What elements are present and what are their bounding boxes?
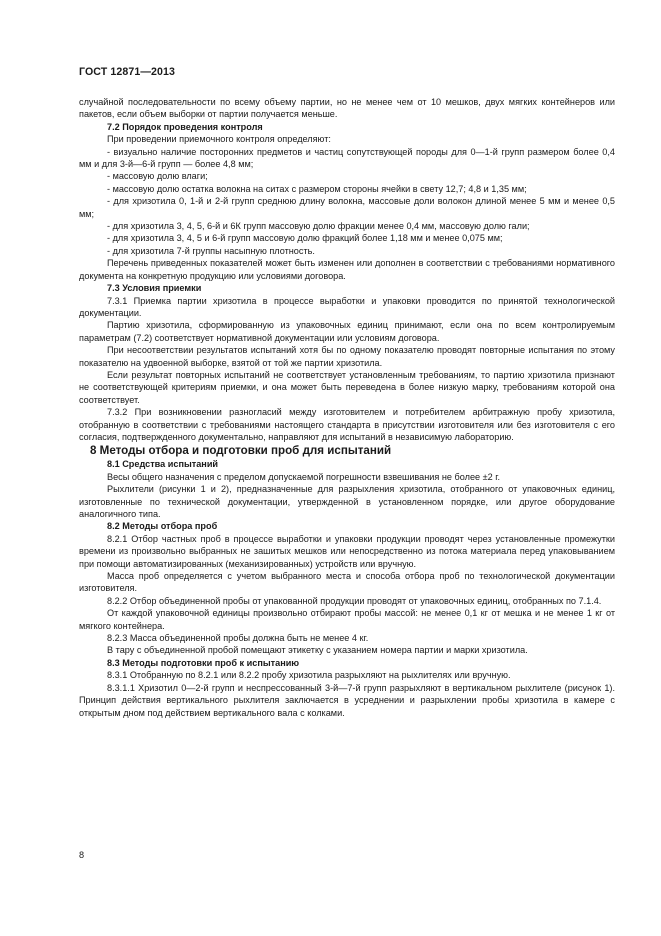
subsection-heading-7-2: 7.2 Порядок проведения контроля [107, 121, 263, 132]
paragraph: 7.3.2 При возникновении разногласий между изготовителем и потребителем арбитражную пробу хризотила, отобранную в соответствии с требованиями настоящего стандарта в присутствии изготовителя или без изготовителя с его согласия, подтвержденного документально, направляют для испытаний в независимую лабораторию. [79, 407, 615, 442]
paragraph: 8.3.1 Отобранную по 8.2.1 или 8.2.2 пробу хризотила разрыхляют на рыхлителях или вручную. [107, 670, 511, 681]
paragraph: Масса проб определяется с учетом выбранного места и способа отбора проб по технологической документации изготовителя. [79, 571, 615, 594]
list-item: - массовую долю влаги; [107, 171, 208, 182]
paragraph: При проведении приемочного контроля определяют: [107, 134, 331, 145]
paragraph: 8.2.1 Отбор частных проб в процессе выработки и упаковки продукции проводят через установленные промежутки времени из произвольно выбранных не зашитых мешков или непосредственно из потока материала перед упаковыванием при помощи автоматизированных (механизированных) устройств или вручную. [79, 533, 615, 569]
paragraph: В тару с объединенной пробой помещают этикетку с указанием номера партии и марки хризотила. [107, 645, 528, 656]
paragraph: 8.2.3 Масса объединенной пробы должна быть не менее 4 кг. [107, 633, 369, 644]
list-item: - массовую долю остатка волокна на ситах с размером стороны ячейки в свету 12,7; 4,8 и 1,35 мм; [107, 183, 527, 194]
paragraph: При несоответствии результатов испытаний хотя бы по одному показателю проводят повторные испытания по этому показателю на удвоенной выборке, взятой от той же партии хризотила. [79, 345, 615, 368]
paragraph: Рыхлители (рисунки 1 и 2), предназначенные для разрыхления хризотила, отобранного от упаковочных единиц, изготовленные по технической документации, утвержденной в установленном порядке, или другое оборудование аналогичного типа. [79, 484, 615, 519]
document-body [79, 96, 615, 719]
list-item: - для хризотила 7-й группы насыпную плотность. [107, 245, 315, 256]
section-heading-8: 8 Методы отбора и подготовки проб для испытаний [90, 444, 392, 458]
paragraph: Перечень приведенных показателей может быть изменен или дополнен в соответствии с требованиями нормативного документа на конкретную продукцию или условиями договора. [79, 258, 615, 281]
list-item: - визуально наличие посторонних предметов и частиц сопутствующей породы для 0—1-й групп размером более 0,4 мм и для 3-й—6-й групп — более 4,8 мм; [79, 146, 615, 170]
subsection-heading-8-2: 8.2 Методы отбора проб [107, 521, 218, 532]
list-item: - для хризотила 3, 4, 5, 6-й и 6К групп массовую долю фракции менее 0,4 мм, массовую долю гали; [107, 221, 530, 232]
paragraph: 8.2.2 Отбор объединенной пробы от упакованной продукции проводят от упаковочных единиц, отобранных по 7.1.4. [107, 595, 602, 606]
page-number: 8 [79, 850, 85, 860]
list-item: - для хризотила 3, 4, 5 и 6-й групп массовую долю фракций более 1,18 мм и менее 0,075 мм; [107, 233, 503, 244]
paragraph: Если результат повторных испытаний не соответствует установленным требованиям, то партию хризотила признают не соответствующей критериям приемки, и она может быть переведена в более низкую марку, требованиям которой она соответствует. [79, 369, 615, 405]
paragraph: 7.3.1 Приемка партии хризотила в процессе выработки и упаковки проводится по принятой технологической документации. [79, 295, 615, 318]
subsection-heading-8-1: 8.1 Средства испытаний [107, 459, 219, 470]
list-item: - для хризотила 0, 1-й и 2-й групп среднюю длину волокна, массовые доли волокон длиной менее 5 мм и менее 0,5 мм; [79, 196, 615, 219]
subsection-heading-7-3: 7.3 Условия приемки [107, 283, 202, 294]
paragraph: случайной последовательности по всему объему партии, но не менее чем от 10 мешков, двух мягких контейнеров или пакетов, если объем выборки от партии получается меньше. [79, 97, 615, 120]
subsection-heading-8-3: 8.3 Методы подготовки проб к испытанию [107, 657, 300, 668]
paragraph: 8.3.1.1 Хризотил 0—2-й групп и неспрессованный 3-й—7-й групп разрыхляют в вертикальном рыхлителе (рисунок 1). Принцип действия вертикального рыхлителя заключается в усреднении и разрыхлении пробы хризотила в камере с открытым дном под действием вертикального вала с колками. [79, 682, 615, 718]
document-header: ГОСТ 12871—2013 [79, 66, 176, 78]
paragraph: Весы общего назначения с пределом допускаемой погрешности взвешивания не более ±2 г. [107, 471, 500, 482]
paragraph: Партию хризотила, сформированную из упаковочных единиц принимают, если она по всем контролируемым параметрам (7.2) соответствует нормативной документации или условиям договора. [79, 320, 615, 343]
paragraph: От каждой упаковочной единицы произвольно отбирают пробы массой: не менее 0,1 кг от мешка и не менее 1 кг от мягкого контейнера. [79, 608, 615, 631]
